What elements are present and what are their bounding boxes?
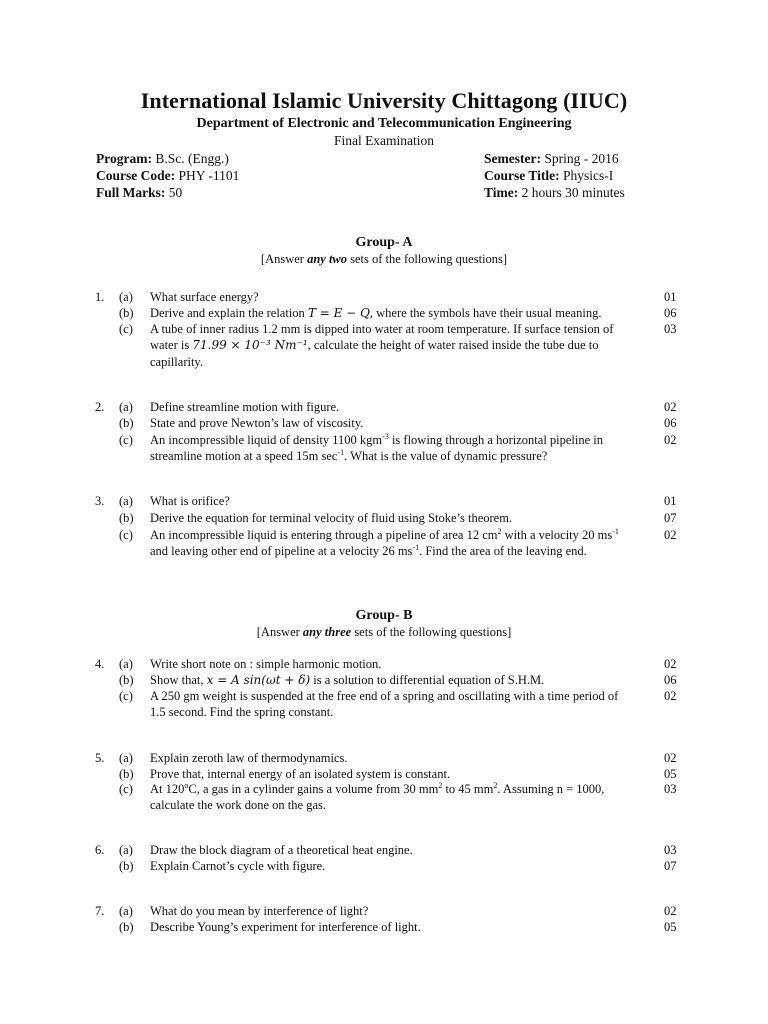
text-line: calculate the work done on the gas.	[150, 798, 326, 813]
marks: 02	[664, 904, 677, 918]
text-line: A 250 gm weight is suspended at the free end of a spring and oscillating with a time period of	[150, 689, 619, 703]
question-text: Draw the block diagram of a theoretical heat engine.	[150, 843, 413, 857]
question-number: 1.	[95, 290, 105, 304]
note-text: [Answer	[260, 252, 308, 266]
text: with a velocity 20 ms	[501, 528, 613, 542]
text: , where the symbols have their usual meaning.	[369, 306, 602, 320]
part-label: (a)	[119, 400, 133, 414]
marks: 02	[664, 657, 677, 671]
part-label: (b)	[119, 859, 134, 873]
question-text: Explain Carnot’s cycle with figure.	[150, 859, 326, 873]
text-line: 1.5 second. Find the spring constant.	[150, 705, 334, 720]
text: streamline motion at a speed 15m sec	[150, 449, 338, 464]
text: . Find the area of the leaving end.	[419, 544, 587, 559]
full-marks-line	[96, 184, 182, 201]
marks: 03	[664, 843, 677, 857]
part-label: (a)	[119, 904, 133, 918]
marks: 05	[664, 767, 677, 781]
course-title-value: Physics-I	[563, 168, 614, 183]
marks: 03	[664, 322, 677, 336]
question-text: Explain zeroth law of thermodynamics.	[150, 751, 348, 765]
question-text: What do you mean by interference of light?	[150, 904, 369, 918]
marks: 02	[664, 433, 677, 447]
marks: 02	[664, 400, 677, 414]
question-text: Define streamline motion with figure.	[150, 400, 340, 414]
equation: x = A sin(ωt + δ)	[206, 673, 311, 687]
marks: 02	[664, 689, 677, 703]
text: is a solution to differential equation of S.H.M.	[310, 673, 545, 687]
equation: 71.99 × 10⁻³ Nm⁻¹	[192, 338, 308, 353]
superscript: -1	[337, 448, 345, 458]
program-label: Program:	[96, 151, 152, 166]
question-number: 5.	[95, 751, 105, 765]
semester-value: Spring - 2016	[544, 151, 619, 166]
part-label: (a)	[119, 657, 133, 671]
full-marks-label: Full Marks:	[96, 185, 166, 200]
note-text: sets of the following questions]	[347, 252, 508, 266]
course-code-value: PHY -1101	[178, 168, 240, 183]
marks: 01	[664, 494, 677, 508]
part-label: (c)	[119, 322, 133, 336]
question-number: 4.	[95, 657, 105, 671]
part-label: (a)	[119, 751, 133, 765]
text: and leaving other end of pipeline at a velocity 26 ms	[150, 544, 413, 559]
equation: T = E − Q	[307, 306, 370, 320]
marks: 02	[664, 751, 677, 765]
question-number: 7.	[95, 904, 105, 918]
semester-label: Semester:	[484, 151, 541, 166]
question-text: Describe Young’s experiment for interference of light.	[150, 920, 421, 934]
marks: 07	[664, 511, 677, 525]
text-line	[150, 527, 650, 543]
time-value: 2 hours 30 minutes	[521, 185, 625, 200]
part-label: (b)	[119, 920, 134, 934]
text: water is	[150, 338, 193, 353]
part-label: (a)	[119, 843, 133, 857]
program-value: B.Sc. (Engg.)	[155, 151, 229, 166]
note-text: sets of the following questions]	[351, 625, 512, 639]
note-emphasis: any two	[307, 252, 348, 266]
question-text	[150, 305, 650, 321]
superscript: -3	[382, 431, 389, 441]
question-text	[150, 321, 650, 370]
text: An incompressible liquid is entering through a pipeline of area 12 cm	[150, 528, 498, 542]
text: is flowing through a horizontal pipeline in	[388, 433, 604, 447]
text: Derive and explain the relation	[150, 306, 308, 320]
group-b-title: Group- B	[355, 608, 413, 623]
question-number: 6.	[95, 843, 105, 857]
marks: 03	[664, 782, 677, 796]
part-label: (b)	[119, 767, 134, 781]
question-text	[150, 688, 650, 721]
text: . Assuming n = 1000,	[497, 782, 605, 796]
part-label: (c)	[119, 528, 133, 542]
question-text: Derive the equation for terminal velocity of fluid using Stoke’s theorem.	[150, 511, 513, 525]
marks: 01	[664, 290, 677, 304]
time-line	[484, 184, 625, 201]
marks: 07	[664, 859, 677, 873]
part-label: (b)	[119, 306, 134, 320]
course-title-label: Course Title:	[484, 168, 560, 183]
text-line	[150, 337, 650, 353]
part-label: (c)	[119, 689, 133, 703]
question-text: Prove that, internal energy of an isolated system is constant.	[150, 767, 451, 781]
university-title: International Islamic University Chittagong (IIUC)	[140, 88, 628, 113]
department-name: Department of Electronic and Telecommunication Engineering	[196, 116, 572, 131]
text-line: A tube of inner radius 1.2 mm is dipped into water at room temperature. If surface tension of	[150, 322, 614, 336]
marks: 06	[664, 306, 677, 320]
question-text	[150, 432, 650, 465]
full-marks-value: 50	[168, 185, 183, 200]
question-text: Write short note on : simple harmonic motion.	[150, 657, 382, 671]
text: An incompressible liquid of density 1100 kgm	[150, 433, 383, 447]
part-label: (a)	[119, 494, 133, 508]
text: C, a gas in a cylinder gains a volume from 30 mm	[188, 782, 439, 796]
question-text	[150, 672, 650, 688]
course-code-label: Course Code:	[96, 168, 176, 183]
marks: 05	[664, 920, 677, 934]
course-code-line	[96, 167, 239, 184]
question-text: State and prove Newton’s law of viscosity.	[150, 416, 364, 430]
text-line	[150, 781, 650, 797]
superscript: 2	[497, 526, 502, 536]
text-line	[150, 543, 650, 559]
question-text	[150, 527, 650, 560]
question-number: 2.	[95, 400, 105, 414]
superscript: -1	[412, 543, 420, 553]
question-text	[150, 781, 650, 814]
group-b-instruction	[0, 625, 768, 640]
part-label: (b)	[119, 511, 134, 525]
superscript: -1	[612, 526, 619, 536]
part-label: (c)	[119, 782, 133, 796]
text: At 120	[150, 782, 185, 796]
program-line	[96, 150, 229, 167]
note-emphasis: any three	[302, 625, 352, 639]
text-line: capillarity.	[150, 354, 203, 369]
course-title-line	[484, 167, 613, 184]
superscript: 2	[493, 780, 498, 790]
time-label: Time:	[484, 185, 519, 200]
text: , calculate the height of water raised inside the tube due to	[307, 338, 599, 353]
marks: 06	[664, 416, 677, 430]
note-text: [Answer	[256, 625, 303, 639]
part-label: (c)	[119, 433, 133, 447]
semester-line	[484, 150, 619, 167]
text: . What is the value of dynamic pressure?	[344, 449, 548, 464]
exam-name: Final Examination	[333, 133, 435, 148]
group-a-title: Group- A	[355, 235, 413, 250]
marks: 06	[664, 673, 677, 687]
question-text: What is orifice?	[150, 494, 230, 508]
text-line	[150, 448, 650, 464]
text: to 45 mm	[442, 782, 494, 796]
question-text: What surface energy?	[150, 290, 259, 304]
part-label: (a)	[119, 290, 133, 304]
group-a-instruction	[0, 252, 768, 267]
marks: 02	[664, 528, 677, 542]
question-number: 3.	[95, 494, 105, 508]
superscript: 2	[438, 780, 443, 790]
text-line	[150, 432, 650, 448]
part-label: (b)	[119, 416, 134, 430]
text: Show that,	[150, 673, 207, 687]
superscript: o	[184, 780, 189, 790]
part-label: (b)	[119, 673, 134, 687]
